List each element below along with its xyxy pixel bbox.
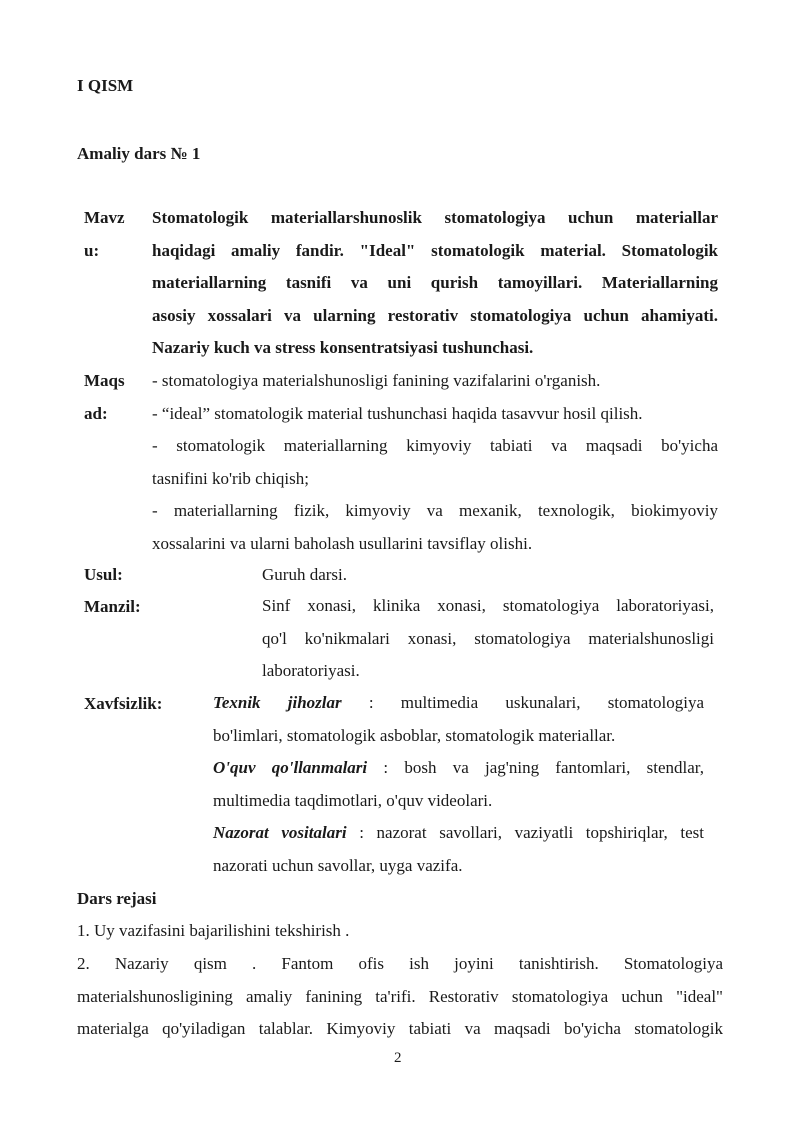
lesson-title: Amaliy dars № 1 — [77, 144, 201, 163]
plan-item-1: 1. Uy vazifasini bajarilishini tekshirish . — [77, 921, 350, 940]
manuals-term: O'quv qo'llanmalari — [213, 758, 368, 777]
method-label: Usul: — [84, 565, 123, 584]
safety-text — [213, 687, 704, 882]
plan-item-2 — [77, 948, 723, 1046]
safety-manuals-cont: multimedia taqdimotlari, o'quv videolari. — [213, 790, 493, 810]
topic-label: Mavz u: — [84, 208, 125, 260]
goal-label: Maqs ad: — [84, 371, 125, 423]
safety-technical-cont: bo'limlari, stomatologik asboblar, stomatologik materiallar. — [213, 725, 616, 745]
safety-control-cont: nazorati uchun savollar, uyga vazifa. — [213, 855, 463, 875]
place-text — [262, 590, 714, 688]
topic-line: materiallarning tasnifi va uni qurish tamoyillari. Materiallarning — [152, 273, 718, 292]
safety-label: Xavfsizlik: — [84, 694, 163, 713]
control-term: Nazorat vositalari — [213, 823, 347, 842]
place-line: Sinf xonasi, klinika xonasi, stomatologiya laboratoriyasi, — [262, 596, 714, 615]
plan-line: materialga qo'yiladigan talablar. Kimyoviy tabiati va maqsadi bo'yicha stomatologik — [77, 1019, 723, 1038]
goal-line: - stomatologiya materialshunosligi fanining vazifalarini o'rganish. — [152, 371, 601, 390]
place-label: Manzil: — [84, 597, 141, 616]
goal-line: - “ideal” stomatologik material tushunchasi haqida tasavvur hosil qilish. — [152, 403, 643, 423]
safety-control: Nazorat vositalari : nazorat savollari, vaziyatli topshiriqlar, test — [213, 823, 704, 842]
topic-line: haqidagi amaliy fandir. "Ideal" stomatologik material. Stomatologik — [152, 240, 718, 260]
topic-text — [152, 202, 718, 365]
place-line: laboratoriyasi. — [262, 661, 360, 680]
topic-line: asosiy xossalari va ularning restorativ stomatologiya uchun ahamiyati. — [152, 305, 718, 325]
safety-manuals: O'quv qo'llanmalari : bosh va jag'ning fantomlari, stendlar, — [213, 758, 704, 777]
goal-line: xossalarini va ularni baholash usullarini tavsiflay olishi. — [152, 533, 533, 553]
topic-line: Nazariy kuch va stress konsentratsiyasi tushunchasi. — [152, 338, 534, 357]
safety-technical: Texnik jihozlar : multimedia uskunalari, stomatologiya — [213, 693, 705, 712]
goal-text — [152, 365, 718, 560]
goal-line: - materiallarning fizik, kimyoviy va mexanik, texnologik, biokimyoviy — [152, 501, 718, 520]
part-heading: I QISM — [77, 76, 134, 95]
place-line: qo'l ko'nikmalari xonasi, stomatologiya materialshunosligi — [262, 628, 714, 648]
technical-term: Texnik jihozlar — [213, 693, 342, 712]
topic-line: Stomatologik materiallarshunoslik stomatologiya uchun materiallar — [152, 208, 718, 227]
goal-line: - stomatologik materiallarning kimyoviy tabiati va maqsadi bo'yicha — [152, 436, 718, 455]
plan-line: materialshunosligining amaliy fanining ta'rifi. Restorativ stomatologiya uchun "ideal" — [77, 986, 723, 1006]
plan-line: 2. Nazariy qism . Fantom ofis ish joyini tanishtirish. Stomatologiya — [77, 954, 723, 973]
page-number: 2 — [394, 1050, 402, 1066]
plan-heading: Dars rejasi — [77, 889, 157, 908]
goal-line: tasnifini ko'rib chiqish; — [152, 468, 309, 488]
method-value: Guruh darsi. — [262, 565, 347, 584]
